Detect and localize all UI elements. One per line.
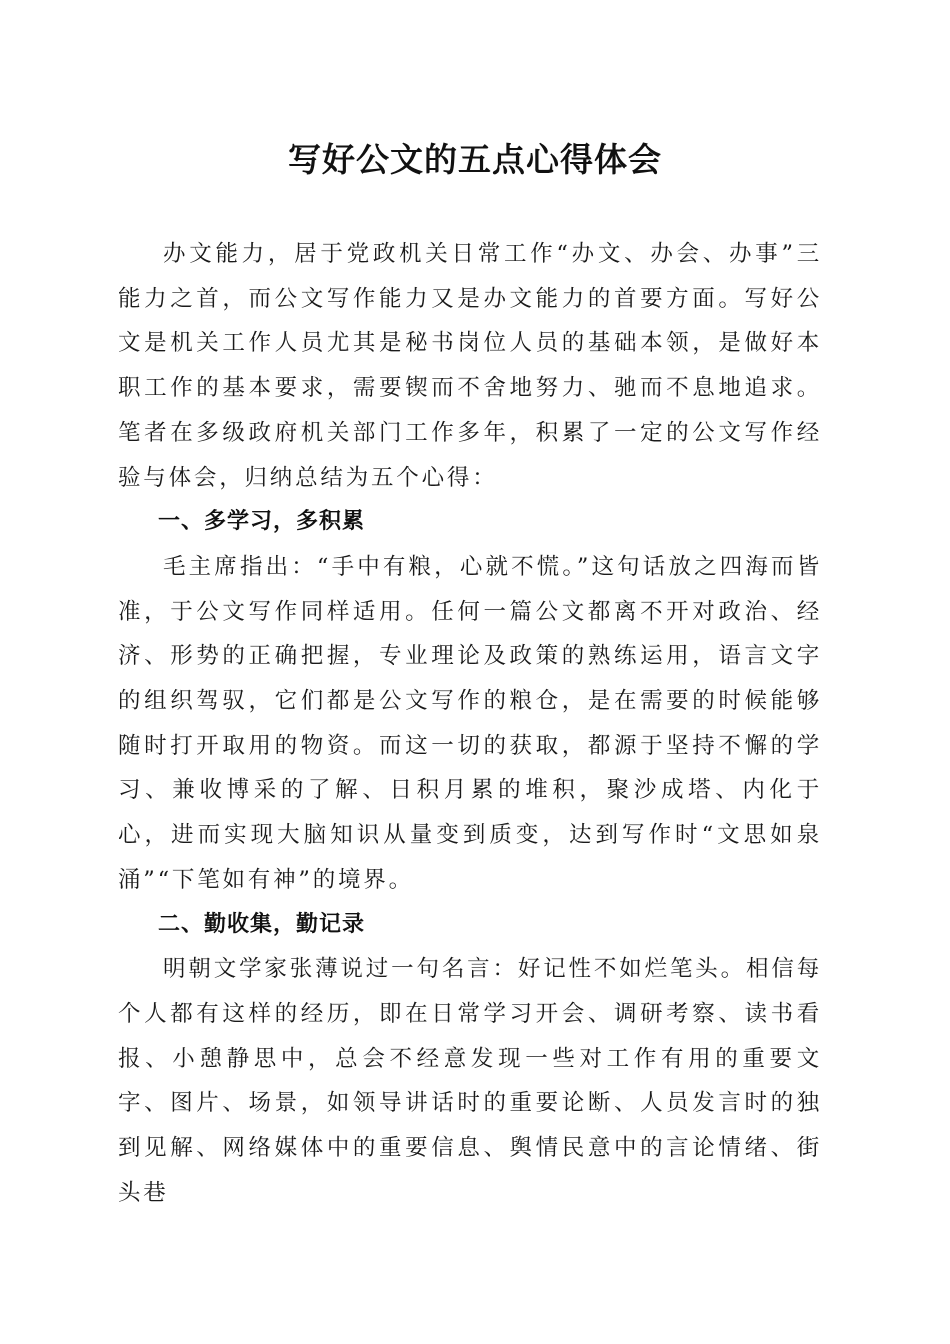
document-body <box>118 232 822 1215</box>
section-heading-2: 二、勤收集，勤记录 <box>158 911 366 937</box>
section-paragraph-2: 明朝文学家张薄说过一句名言：好记性不如烂笔头。相信每个人都有这样的经历，即在日常学习开会、调研考察、读书看报、小憩静思中，总会不经意发现一些对工作有用的重要文字、图片、场景，如领导讲话时的重要论断、人员发言时的独到见解、网络媒体中的重要信息、舆情民意中的言论情绪、街头巷 <box>118 956 822 1206</box>
section-paragraph-1: 毛主席指出：“手中有粮，心就不慌。”这句话放之四海而皆准，于公文写作同样适用。任何一篇公文都离不开对政治、经济、形势的正确把握，专业理论及政策的熟练运用，语言文字的组织驾驭，它们都是公文写作的粮仓，是在需要的时候能够随时打开取用的物资。而这一切的获取，都源于坚持不懈的学习、兼收博采的了解、日积月累的堆积，聚沙成塔、内化于心，进而实现大脑知识从量变到质变，达到写作时“文思如泉涌”“下笔如有神”的境界。 <box>118 553 822 893</box>
intro-paragraph: 办文能力，居于党政机关日常工作“办文、办会、办事”三能力之首，而公文写作能力又是办文能力的首要方面。写好公文是机关工作人员尤其是秘书岗位人员的基础本领，是做好本职工作的基本要求，需要锲而不舍地努力、驰而不息地追求。笔者在多级政府机关部门工作多年，积累了一定的公文写作经验与体会，归纳总结为五个心得： <box>118 241 822 491</box>
section-heading-1: 一、多学习，多积累 <box>158 509 366 535</box>
document-title: 写好公文的五点心得体会 <box>288 140 662 179</box>
